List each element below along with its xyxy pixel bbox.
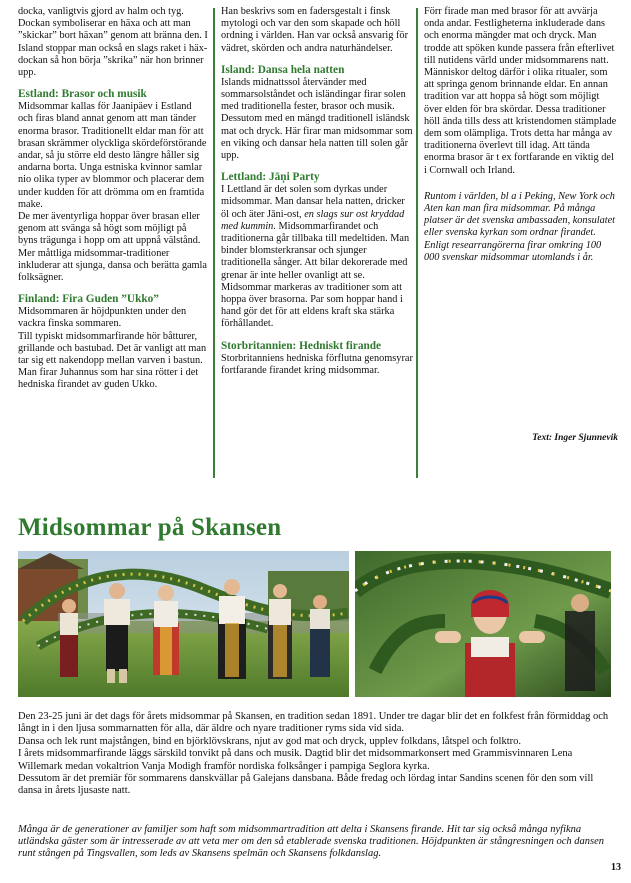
heading-finland: Finland: Fira Guden ”Ukko” (18, 293, 159, 306)
skansen-outro: Många är de generationer av familjer som haft som midsommartradition att delta i Skansens firande. Hit tar sig också många nyfikna utländska gäster som är intresserade av att veta mer om den så etablerade svenska traditionen. Höjdpunkten är stångresningen och dansen runt stången på Tingsvallen, som leds av Skansens spelmän och Skansens folkdanslag. (18, 823, 604, 860)
column-2 (221, 6, 413, 377)
skansen-headline: Midsommar på Skansen (18, 514, 282, 541)
skansen-paragraph-2: Dansa och lek runt majstången, bind en björklövskrans, njut av god mat och dryck, upplev folkdans, låtspel och folktro. (18, 735, 522, 747)
skansen-body (18, 711, 618, 798)
lettland-paragraph (221, 184, 413, 282)
author-credit: Text: Inger Sjunnevik (532, 433, 618, 443)
lettland-text-b: Midsommarfirandet och traditionerna går tillbaka till medeltiden. Man binder blomsterkransar och sjunger traditionella sånger. Att bilar dekorerade med grenar är inte heller ovanligt att se. (221, 220, 410, 281)
col3-italic-paragraph: Runtom i världen, bl a i Peking, New York och Aten kan man fira midsommar. På många platser är det svenska ambassaden, konsulatet eller svenska kyrkan som ordnar firandet. (424, 190, 616, 239)
estland-paragraph-2: De mer äventyrliga hoppar över brasan eller genom att svänga så högt som möjligt på byns trägunga i hopp om att uppnå välstånd. Mer måttliga midsommar-traditioner inkluderar att sjunga, dansa och berätta gamla folksägner. (18, 211, 207, 284)
heading-lettland: Lettland: Jāņi Party (221, 171, 320, 184)
col3-paragraph-1: Förr firade man med brasor för att avvärja onda andar. Festligheterna inkluderade dans och enorma mängder mat och dryck. Man trodde att spöken kunde passera från efterlivet till nutidens värld under midsommarens natt. (424, 6, 615, 66)
col3-italic-paragraph-2: Enligt researrangörerna firar omkring 100 000 svenskar midsommar utomlands i år. (424, 239, 602, 263)
article-columns (18, 6, 618, 480)
heading-estland: Estland: Brasor och musik (18, 88, 147, 101)
col1-intro: docka, vanligtvis gjord av halm och tyg. Dockan symboliserar en häxa och att man ”skickar” bort häxan” genom att bränna den. I Island stoppar man också en slags raket i häx-dockan så hon börja ”skrika” när hon brinner upp. (18, 6, 208, 79)
skansen-paragraph-1: Den 23-25 juni är det dags för årets midsommar på Skansen, en tradition sedan 1891. Under tre dagar blir det en folkfest från förmiddag och långt in i den ljusa sommarnatten för alla, där äldre och nyare traditioner ryms sida vid sida. (18, 711, 609, 735)
britain-paragraph: Storbritanniens hedniska förflutna genomsyrar fortfarande firandet kring midsommar. (221, 352, 413, 376)
finland-paragraph-1: Midsommaren är höjdpunkten under den vackra finska sommaren. (18, 306, 187, 330)
estland-paragraph-1: Midsommar kallas för Jaanipäev i Estland och firas bland annat genom att man tänder enorma brasor. Traditionellt eldar man för att brasan skrämmer olyckliga skördeförstörande andar, så ju större eld desto längre håller sig andarna borta. Unga estniska kvinnor samlar nio olika typer av blommor och placerar dem under kudden för att drömma om en framtida make. (18, 101, 207, 210)
photo-dancers-with-garland (18, 551, 349, 697)
photo-woman-with-garland (355, 551, 611, 697)
heading-britain: Storbritannien: Hedniskt firande (221, 339, 382, 352)
island-paragraph: Islands midnattssol återvänder med sommarsolståndet och isländingar firar solen med traditionella fester, brasor och musik. Dessutom med en mängd traditionell isländsk mat och dryck. Här firar man midsommar som en viking och dansar hela natten till solen går upp. (221, 76, 413, 162)
lettland-paragraph-2: Midsommar markeras av traditioner som att hoppa över brasorna. Par som hoppar hand i hand gör det för att eldens kraft ska stärka förhållandet. (221, 281, 403, 330)
finland-paragraph-3: Man firar Juhannus som har sina rötter i det hedniska firandet av guden Ukko. (18, 367, 199, 391)
skansen-paragraph-3: I årets midsommarfirande läggs särskild tonvikt på dans och musik. Dagtid blir det midsommarkonsert med Grammisvinnaren Lena Willemark medan vokaltrion Vanja Modigh framför nordiska folksånger i pampiga Seglora kyrka. (18, 748, 573, 772)
skansen-paragraph-4: Dessutom är det premiär för sommarens danskvällar på Galejans dansbana. Både fredag och lördag intar Sandins scenen för den som vill dansa in årets ljusaste natt. (18, 773, 594, 797)
lettland-text-italic: en slags sur ost kryddad med kummin. (221, 208, 405, 232)
col2-intro: Han beskrivs som en fadersgestalt i finsk mytologi och var den som skapade och höll ordning i världen. Han var också ansvarig för vädret, skörden och andra naturhändelser. (221, 6, 408, 54)
heading-island: Island: Dansa hela natten (221, 63, 345, 76)
column-1 (18, 6, 208, 392)
page-number: 13 (611, 862, 621, 873)
column-3 (424, 6, 618, 443)
photo-dancers-image (18, 551, 349, 697)
photo-woman-image (355, 551, 611, 697)
col3-paragraph-2: Människor deltog därför i olika ritualer, som att springa genom brinnande eldar. En annan tradition var att hoppa så högt som möjligt över elden för bra skördar. Dessa traditioner höll ända tills dess att kristendomen stämplade dem som olämpliga. Trots detta har många av traditionerna överlevt till idag. Att tända enorma brasor är t ex fortfarande en viktig del i Cornwall och Irland. (424, 67, 617, 176)
finland-paragraph-2: Till typiskt midsommarfirande hör båtturer, grillande och bastubad. Det är vanligt att man tar sig ett nakendopp mellan varven i bastun. (18, 330, 207, 367)
lettland-text-a: I Lettland är det solen som dyrkas under midsommar. Man dansar hela natten, dricker öl och äter Jāni-ost, (221, 184, 405, 220)
